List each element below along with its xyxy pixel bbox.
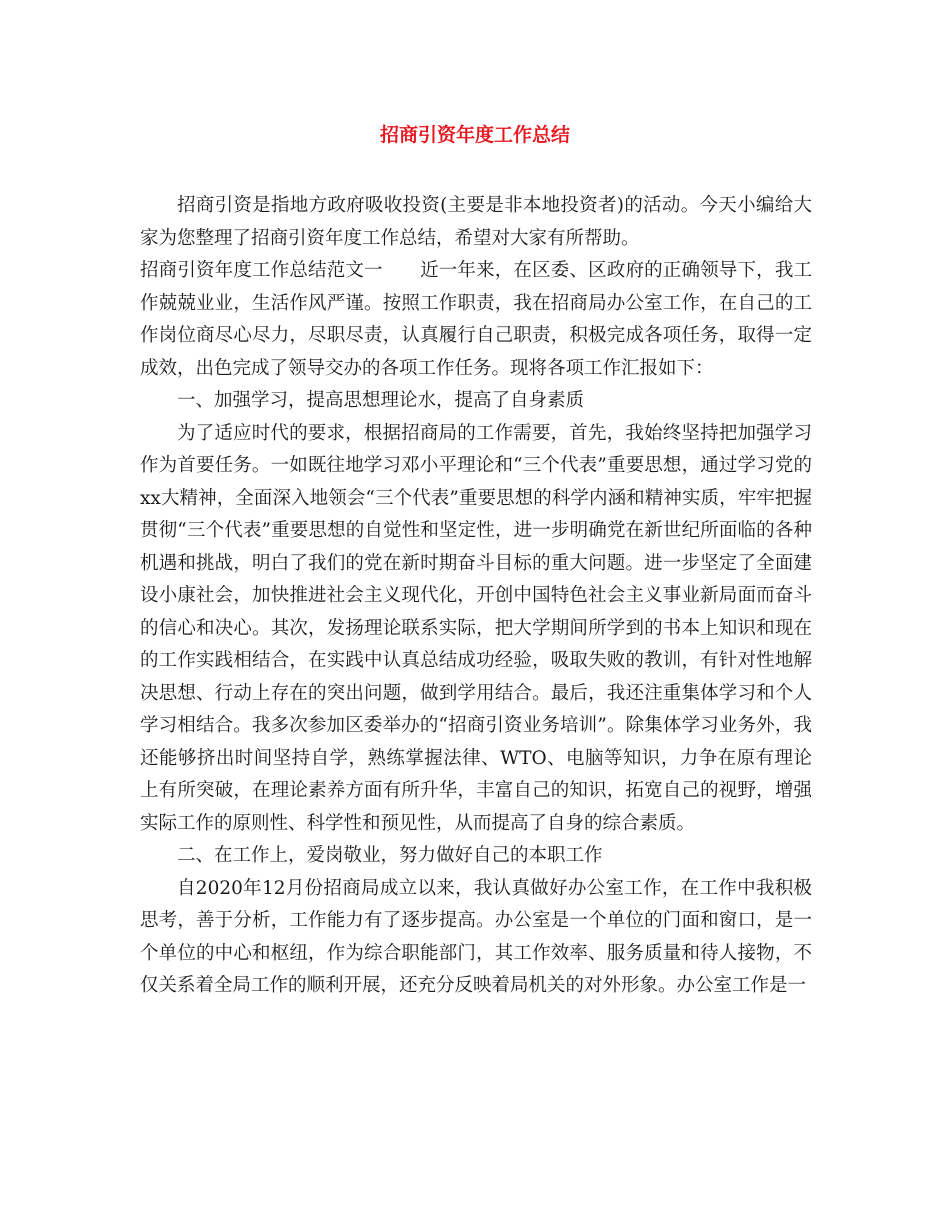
sample-intro-paragraph: 招商引资年度工作总结范文一 近一年来，在区委、区政府的正确领导下，我工作兢兢业业，生活作风严谨。按照工作职责，我在招商局办公室工作，在自己的工作岗位商尽心尽力，尽职尽责，认真履行自己职责，积极完成各项任务，取得一定成效，出色完成了领导交办的各项工作任务。现将各项工作汇报如下： [140,260,812,379]
document-body [140,190,812,1003]
intro-paragraph: 招商引资是指地方政府吸收投资(主要是非本地投资者)的活动。今天小编给大家为您整理了招商引资年度工作总结，希望对大家有所帮助。 [140,195,812,249]
section-heading-2: 二、在工作上，爱岗敬业，努力做好自己的本职工作 [177,845,603,866]
section-2-paragraph: 自2020年12月份招商局成立以来，我认真做好办公室工作，在工作中我积极思考，善于分析，工作能力有了逐步提高。办公室是一个单位的门面和窗口，是一个单位的中心和枢纽，作为综合职能部门，其工作效率、服务质量和待人接物，不仅关系着全局工作的顺利开展，还充分反映着局机关的对外形象。办公室工作是一 [140,877,812,996]
document-title: 招商引资年度工作总结 [379,124,570,146]
section-1-paragraph: 为了适应时代的要求，根据招商局的工作需要，首先，我始终坚持把加强学习作为首要任务。一如既往地学习邓小平理论和“三个代表”重要思想，通过学习党的xx大精神，全面深入地领会“三个代表”重要思想的科学内涵和精神实质，牢牢把握贯彻“三个代表”重要思想的自觉性和坚定性，进一步明确党在新世纪所面临的各种机遇和挑战，明白了我们的党在新时期奋斗目标的重大问题。进一步坚定了全面建设小康社会，加快推进社会主义现代化，开创中国特色社会主义事业新局面而奋斗的信心和决心。其次，发扬理论联系实际，把大学期间所学到的书本上知识和现在的工作实践相结合，在实践中认真总结成功经验，吸取失败的教训，有针对性地解决思想、行动上存在的突出问题，做到学用结合。最后，我还注重集体学习和个人学习相结合。我多次参加区委举办的“招商引资业务培训”。除集体学习业务外，我还能够挤出时间坚持自学，熟练掌握法律、WTO、电脑等知识，力争在原有理论上有所突破，在理论素养方面有所升华，丰富自己的知识，拓宽自己的视野，增强实际工作的原则性、科学性和预见性，从而提高了自身的综合素质。 [140,422,812,834]
section-heading-1: 一、加强学习，提高思想理论水，提高了自身素质 [177,390,585,411]
